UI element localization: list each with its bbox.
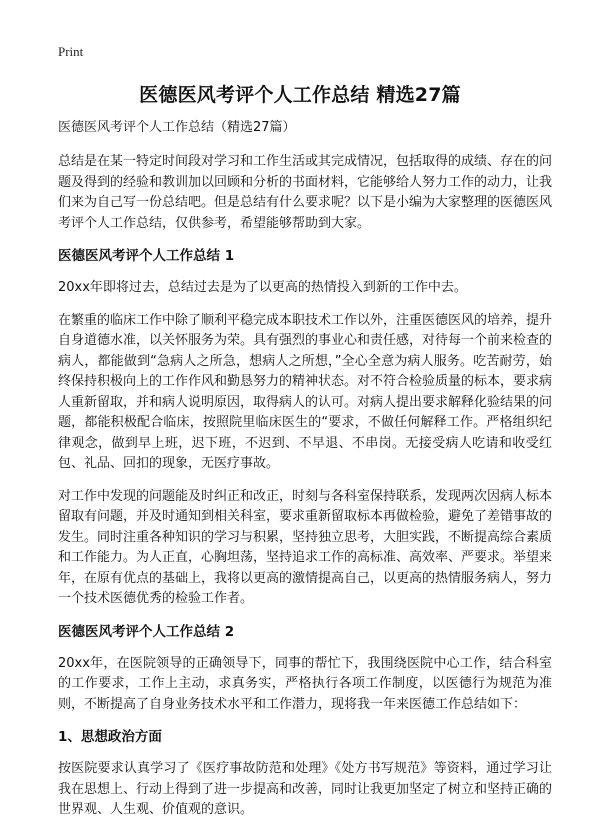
section-1-paragraph-2: 在繁重的临床工作中除了顺利平稳完成本职技术工作以外，注重医德医风的培养，提升自身道德水准，以关怀服务为荣。具有强烈的事业心和责任感，对待每一个前来检查的病人，都能做到“急病人之所急，想病人之所想，”全心全意为病人服务。吃苦耐劳，始终保持积极向上的工作作风和勤恳努力的精神状态。对不符合检验质量的标本，要求病人重新留取，并和病人说明原因，取得病人的认可。对病人提出要求解释化验结果的问题，都能积极配合临床，按照院里临床医生的“要求，不做任何解释工作。严格组织纪律观念，做到早上班，迟下班，不迟到、不早退、不串岗。无接受病人吃请和收受红包、礼品、回扣的现象，无医疗事故。 [58, 312, 553, 471]
section-1-paragraph-3: 对工作中发现的问题能及时纠正和改正，时刻与各科室保持联系，发现两次因病人标本留取有问题，并及时通知到相关科室，要求重新留取标本再做检验，避免了差错事故的发生。同时注重各种知识的学习与积累，坚持独立思考，大胆实践，不断提高综合素质和工作能力。为人正直，心胸坦荡，坚持追求工作的高标准、高效率、严要求。举望来年，在原有优点的基础上，我将以更高的激情提高自己，以更高的热情服务病人，努力一个技术医德优秀的检验工作者。 [58, 488, 553, 606]
section-1-heading: 医德医风考评个人工作总结 1 [58, 248, 235, 264]
section-2-paragraph-1: 20xx年，在医院领导的正确领导下，同事的帮忙下，我围绕医院中心工作，结合科室的工作要求，工作上主动，求真务实，严格执行各项工作制度，以医德行为规范为准则，不断提高了自身业务技术水平和工作潜力，现将我一年来医德工作总结如下： [58, 655, 552, 712]
section-2-heading: 医德医风考评个人工作总结 2 [58, 623, 235, 640]
section-2-paragraph-2: 按医院要求认真学习了《医疗事故防范和处理》《处方书写规范》等资料，通过学习让我在思想上、行动上得到了进一步提高和改善，同时让我更加坚定了树立和坚持正确的世界观、人生观、价值观的意识。 [58, 761, 553, 817]
print-link[interactable]: Print [58, 44, 84, 59]
intro-paragraph: 总结是在某一特定时间段对学习和工作生活或其完成情况，包括取得的成绩、存在的问题及得到的经验和教训加以回顾和分析的书面材料，它能够给人努力工作的动力，让我们来为自己写一份总结吧。但是总结有什么要求呢？以下是小编为大家整理的医德医风考评个人工作总结，仅供参考，希望能够帮助到大家。 [58, 154, 553, 231]
section-1-paragraph-1: 20xx年即将过去，总结过去是为了以更高的热情投入到新的工作中去。 [58, 280, 467, 295]
article-subtitle: 医德医风考评个人工作总结（精选27篇） [58, 120, 296, 135]
page-title: 医德医风考评个人工作总结 精选27篇 [139, 84, 461, 106]
article-body [58, 118, 552, 833]
section-2-subheading: 1、思想政治方面 [58, 729, 162, 745]
